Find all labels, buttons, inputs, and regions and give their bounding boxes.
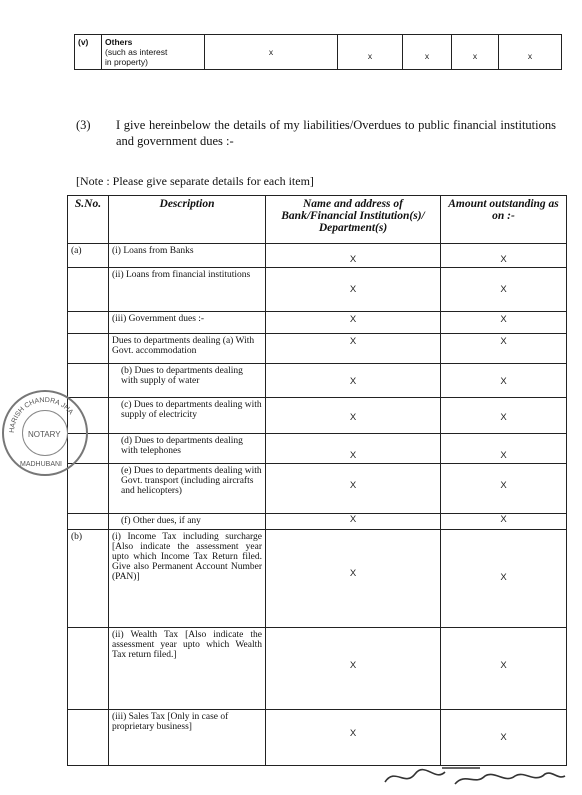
- cell-desc: (f) Other dues, if any: [109, 514, 266, 530]
- table-row: [68, 530, 567, 628]
- mark-cell: x: [338, 35, 403, 70]
- cell-desc: (b) Dues to departments dealing with supply of water: [109, 364, 266, 398]
- cell-name: X: [266, 710, 441, 766]
- table-row: [68, 514, 567, 530]
- table-row: [68, 464, 567, 514]
- cell-desc: (iii) Government dues :-: [109, 312, 266, 334]
- cell-sno: (a): [68, 244, 109, 268]
- cell-sno: [68, 268, 109, 312]
- cell-name: X: [266, 530, 441, 628]
- cell-name: X: [266, 398, 441, 434]
- stamp-text-icon: [4, 392, 86, 474]
- cell-name: X: [266, 514, 441, 530]
- cell-desc: Dues to departments dealing (a) With Govt. accommodation: [109, 334, 266, 364]
- row-number: (v): [75, 35, 102, 70]
- cell-name: X: [266, 464, 441, 514]
- cell-sno: [68, 628, 109, 710]
- cell-amount: X: [441, 364, 567, 398]
- row-subtitle-1: (such as interest: [105, 47, 168, 57]
- cell-amount: X: [441, 710, 567, 766]
- svg-text:MADHUBANI: MADHUBANI: [20, 461, 63, 468]
- cell-name: X: [266, 628, 441, 710]
- cell-amount: X: [441, 312, 567, 334]
- cell-desc: (c) Dues to departments dealing with supply of electricity: [109, 398, 266, 434]
- svg-text:NOTARY: NOTARY: [28, 430, 61, 439]
- cell-sno: (b): [68, 530, 109, 628]
- cell-name: X: [266, 364, 441, 398]
- cell-desc: (i) Income Tax including surcharge [Also indicate the assessment year upto which Income Tax Return filed. Give also Permanent Account Number (PAN)]: [109, 530, 266, 628]
- cell-sno: [68, 334, 109, 364]
- liabilities-table: [67, 195, 567, 766]
- row-description: [102, 35, 205, 70]
- cell-sno: [68, 312, 109, 334]
- header-sno: S.No.: [68, 196, 109, 244]
- cell-name: X: [266, 434, 441, 464]
- table-row: [68, 710, 567, 766]
- header-amount: Amount outstanding as on :-: [441, 196, 567, 244]
- table-row: [68, 398, 567, 434]
- cell-amount: X: [441, 398, 567, 434]
- cell-name: X: [266, 244, 441, 268]
- signature-icon: [380, 762, 570, 792]
- cell-amount: X: [441, 268, 567, 312]
- table-row: [68, 312, 567, 334]
- table-row: [68, 364, 567, 398]
- header-name: Name and address of Bank/Financial Institution(s)/ Department(s): [266, 196, 441, 244]
- header-description: Description: [109, 196, 266, 244]
- cell-amount: X: [441, 244, 567, 268]
- table-row: [68, 268, 567, 312]
- mark-cell: x: [205, 35, 338, 70]
- cell-amount: X: [441, 628, 567, 710]
- cell-amount: X: [441, 514, 567, 530]
- cell-name: X: [266, 334, 441, 364]
- table-row: [68, 334, 567, 364]
- cell-name: X: [266, 312, 441, 334]
- cell-desc: (i) Loans from Banks: [109, 244, 266, 268]
- cell-sno: [68, 710, 109, 766]
- row-title: Others: [105, 37, 133, 47]
- mark-cell: x: [452, 35, 499, 70]
- row-subtitle-2: in property): [105, 57, 148, 67]
- cell-desc: (iii) Sales Tax [Only in case of proprietary business]: [109, 710, 266, 766]
- paragraph-text: I give hereinbelow the details of my liabilities/Overdues to public financial institutions and government dues :-: [116, 118, 556, 148]
- cell-amount: X: [441, 530, 567, 628]
- mark-cell: x: [403, 35, 452, 70]
- cell-amount: X: [441, 334, 567, 364]
- svg-text:HARISH CHANDRA JHA: HARISH CHANDRA JHA: [8, 396, 75, 434]
- cell-desc: (e) Dues to departments dealing with Govt. transport (including aircrafts and helicopters): [109, 464, 266, 514]
- mark-cell: x: [499, 35, 562, 70]
- table-row: [68, 628, 567, 710]
- cell-desc: (ii) Wealth Tax [Also indicate the assessment year upto which Wealth Tax return filed.]: [109, 628, 266, 710]
- cell-sno: [68, 514, 109, 530]
- table-row: [68, 434, 567, 464]
- table-row: [68, 244, 567, 268]
- cell-amount: X: [441, 434, 567, 464]
- paragraph-number: (3): [76, 118, 91, 132]
- cell-desc: (ii) Loans from financial institutions: [109, 268, 266, 312]
- cell-desc: (d) Dues to departments dealing with telephones: [109, 434, 266, 464]
- cell-amount: X: [441, 464, 567, 514]
- previous-table-row: [74, 34, 562, 70]
- note-text: [Note : Please give separate details for each item]: [76, 174, 314, 188]
- cell-name: X: [266, 268, 441, 312]
- notary-stamp: [2, 390, 88, 476]
